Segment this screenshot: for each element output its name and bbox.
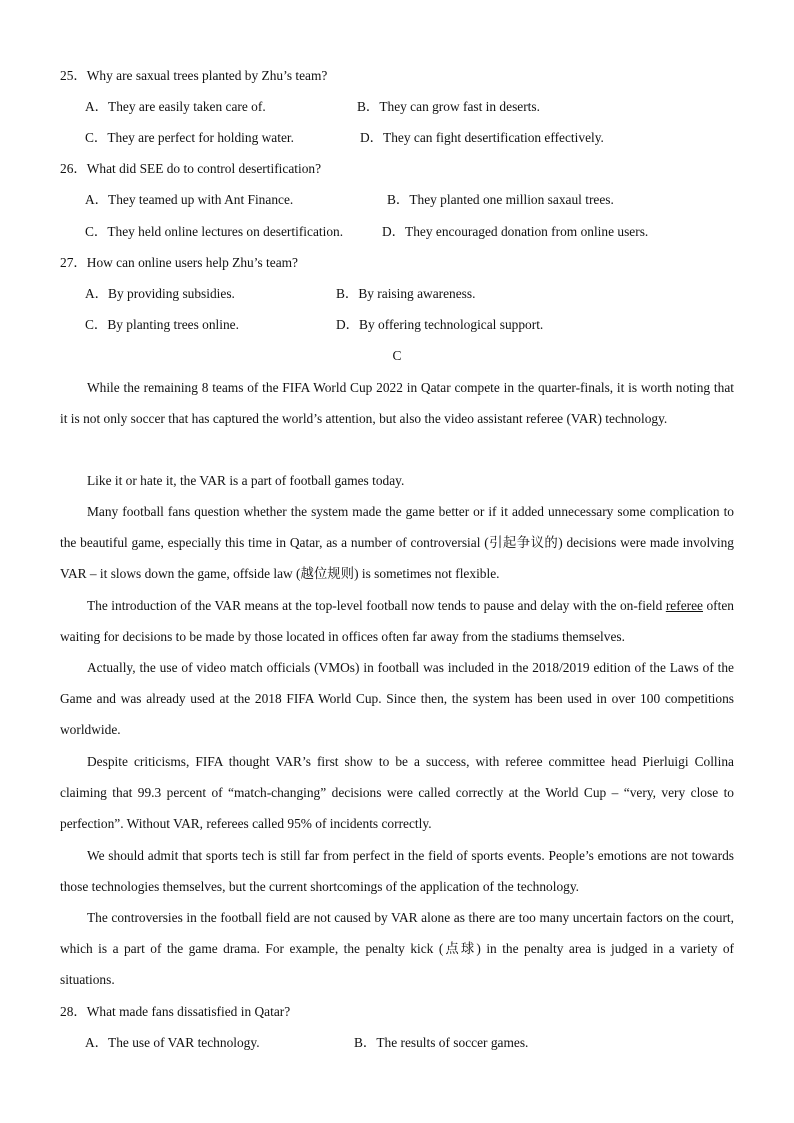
passage-paragraph-1: While the remaining 8 teams of the FIFA World Cup 2022 in Qatar compete in the quarter-finals, it is worth noting that it is not only soccer that has captured the world’s attention, but also the video assistant referee (VAR) technology. (60, 380, 734, 427)
passage-paragraph-7: We should admit that sports tech is still far from perfect in the field of sports events. People’s emotions are not towards those technologies themselves, but the current shortcomings of the application of the technology. (60, 848, 734, 895)
passage-paragraph-5: Actually, the use of video match officials (VMOs) in football was included in the 2018/2019 edition of the Laws of the Game and was already used at the 2018 FIFA World Cup. Since then, the system has been used in over 100 competitions worldwide. (60, 660, 734, 738)
question-25-stem: 25．Why are saxual trees planted by Zhu’s team? (60, 68, 328, 83)
q26-option-d[interactable]: D．They encouraged donation from online users. (382, 224, 649, 239)
passage-paragraph-6: Despite criticisms, FIFA thought VAR’s first show to be a success, with referee committee head Pierluigi Collina claiming that 99.3 percent of “match-changing” decisions were called correctly at the World Cup – “very, very close to perfection”. Without VAR, referees called 95% of incidents correctly. (60, 754, 734, 832)
question-26-stem: 26．What did SEE do to control desertification? (60, 161, 322, 176)
question-28-stem: 28．What made fans dissatisfied in Qatar? (60, 1004, 291, 1019)
q26-option-c[interactable]: C．They held online lectures on desertification. (85, 224, 344, 239)
section-label: C (392, 348, 402, 363)
q27-option-d[interactable]: D．By offering technological support. (336, 317, 544, 332)
q25-option-b[interactable]: B．They can grow fast in deserts. (357, 99, 540, 114)
q27-option-c[interactable]: C．By planting trees online. (85, 317, 239, 332)
question-27-stem: 27．How can online users help Zhu’s team? (60, 255, 298, 270)
q27-option-a[interactable]: A．By providing subsidies. (85, 286, 235, 301)
q28-option-a[interactable]: A．The use of VAR technology. (85, 1035, 260, 1050)
passage-paragraph-8: The controversies in the football field are not caused by VAR alone as there are too many uncertain factors on the court, which is a part of the game drama. For example, the penalty kick (点球) in the penalty area is judged in a variety of situations. (60, 910, 734, 988)
q25-option-d[interactable]: D．They can fight desertification effectively. (360, 130, 604, 145)
q26-option-a[interactable]: A．They teamed up with Ant Finance. (85, 192, 294, 207)
q27-option-b[interactable]: B．By raising awareness. (336, 286, 476, 301)
q26-option-b[interactable]: B．They planted one million saxaul trees. (387, 192, 614, 207)
underlined-word-referee: referee (665, 598, 703, 613)
passage-paragraph-3: Many football fans question whether the system made the game better or if it added unnecessary some complication to the beautiful game, especially this time in Qatar, as a number of controversial (引起争议的) decisions were made involving VAR – it slows down the game, offside law (越位规则) is sometimes not flexible. (60, 504, 734, 582)
q25-option-c[interactable]: C．They are perfect for holding water. (85, 130, 294, 145)
q28-option-b[interactable]: B．The results of soccer games. (354, 1035, 529, 1050)
q25-option-a[interactable]: A．They are easily taken care of. (85, 99, 266, 114)
passage-paragraph-2: Like it or hate it, the VAR is a part of football games today. (87, 473, 405, 488)
passage-paragraph-4: The introduction of the VAR means at the top-level football now tends to pause and delay with the on-field referee often waiting for decisions to be made by those located in offices often far away from the stadiums themselves. (60, 598, 734, 645)
